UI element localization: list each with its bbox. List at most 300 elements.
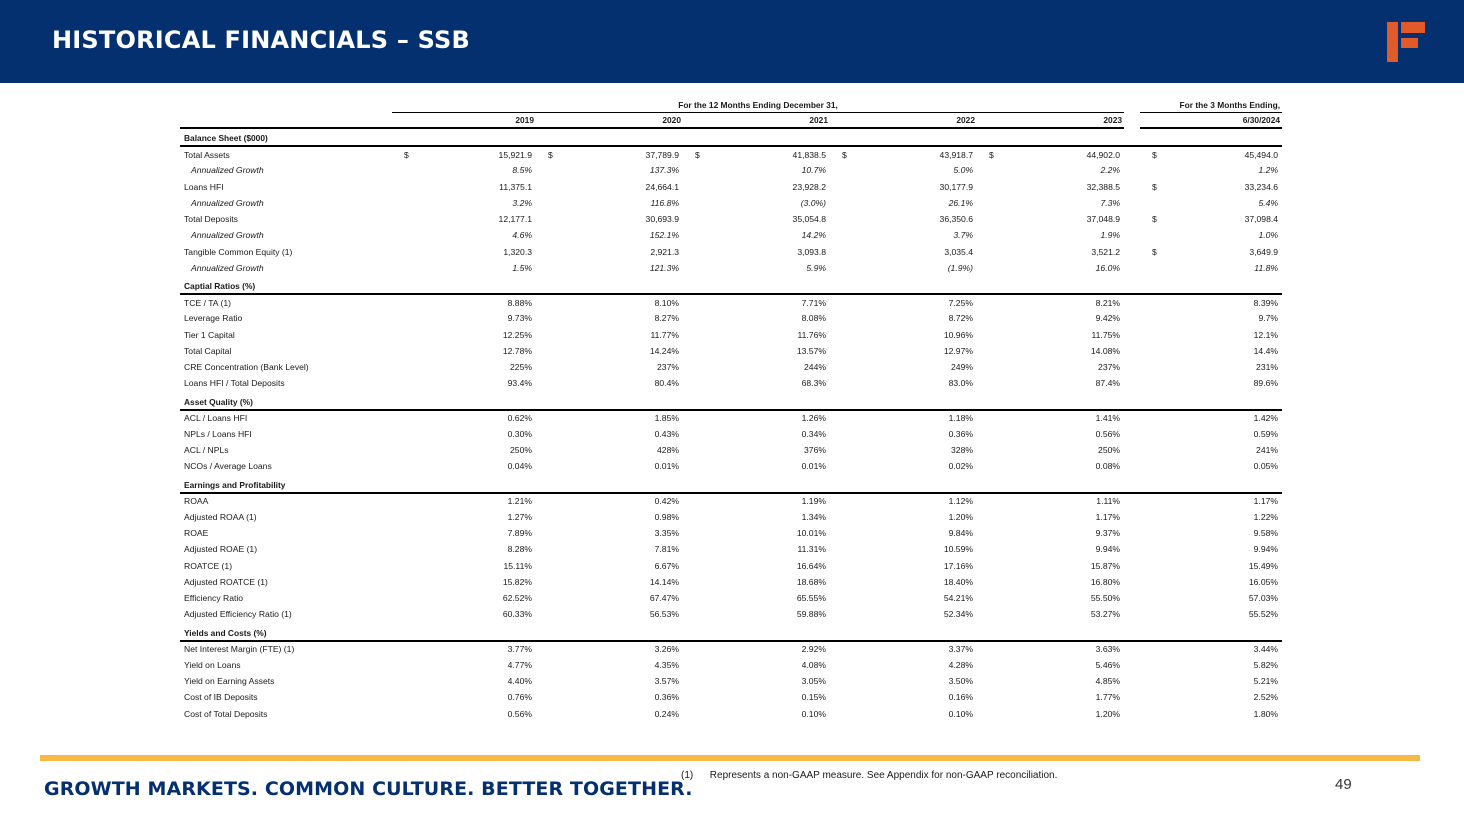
currency-symbol [977, 541, 991, 557]
currency-symbol [536, 606, 550, 622]
currency-symbol [536, 493, 550, 509]
cell-value: 24,664.1 [645, 181, 679, 192]
currency-symbol [830, 458, 844, 474]
cell-value: 9.84% [948, 528, 973, 539]
cell-value: 4.40% [507, 676, 532, 687]
currency-symbol [977, 657, 991, 673]
cell-value: (3.0%) [800, 197, 826, 208]
cell-value: 62.52% [502, 593, 532, 604]
cell-value: 1.20% [948, 511, 973, 522]
cell-value: 11.31% [797, 544, 826, 555]
table-row [180, 146, 1282, 162]
cell-value: 237% [657, 362, 679, 373]
section-title: Captial Ratios (%) [180, 276, 392, 294]
section-header-row [180, 392, 1282, 410]
cell-value: 11.77% [650, 329, 679, 340]
currency-symbol [536, 260, 550, 276]
row-label: Tier 1 Capital [184, 329, 235, 340]
currency-symbol [1140, 343, 1154, 359]
cell-value-last: 3,649.9 [1249, 246, 1279, 257]
cell-value: 65.55% [796, 593, 826, 604]
currency-symbol [536, 410, 550, 426]
cell-value: 7.89% [507, 528, 532, 539]
cell-value: 3.7% [953, 230, 973, 241]
currency-symbol [683, 641, 697, 657]
cell-value: 14.2% [801, 230, 826, 241]
cell-value-last: 9.94% [1253, 544, 1279, 555]
cell-value: 1.34% [801, 511, 826, 522]
table-row [180, 525, 1282, 541]
cell-value: 1.26% [801, 413, 826, 424]
currency-symbol [536, 375, 550, 391]
currency-symbol [830, 195, 844, 211]
cell-value: 18.68% [796, 576, 826, 587]
currency-symbol [830, 426, 844, 442]
row-label: Adjusted ROAE (1) [184, 544, 258, 555]
cell-value: 4.6% [512, 230, 532, 241]
cell-value-last: 1.2% [1258, 165, 1279, 176]
cell-value: 4.08% [801, 659, 826, 670]
currency-symbol [977, 442, 991, 458]
cell-value: 37,048.9 [1086, 214, 1121, 225]
cell-value: 60.33% [502, 609, 532, 620]
currency-symbol [977, 410, 991, 426]
table-row [180, 294, 1282, 310]
cell-value-last: 55.52% [1248, 609, 1279, 620]
row-label: NPLs / Loans HFI [184, 428, 252, 439]
row-label: Efficiency Ratio [184, 593, 244, 604]
table-row [180, 689, 1282, 705]
row-label: ACL / NPLs [184, 445, 229, 456]
cell-value: 0.08% [1095, 461, 1121, 472]
cell-value: 250% [1098, 445, 1121, 456]
cell-value: 3.57% [654, 676, 679, 687]
currency-symbol [683, 310, 697, 326]
currency-symbol [392, 657, 406, 673]
table-row [180, 410, 1282, 426]
cell-value: 4.35% [654, 659, 679, 670]
cell-value-last: 1.42% [1253, 413, 1279, 424]
row-label: Yield on Loans [184, 659, 241, 670]
currency-symbol [683, 244, 697, 260]
cell-value: 37,789.9 [645, 149, 679, 160]
currency-symbol [683, 359, 697, 375]
cell-value: 55.50% [1090, 593, 1121, 604]
currency-symbol [536, 706, 550, 722]
row-label: ROATCE (1) [184, 560, 233, 571]
table-row [180, 574, 1282, 590]
currency-symbol [830, 327, 844, 343]
cell-value-last: 11.8% [1254, 262, 1279, 273]
year-header: 2020 [550, 112, 683, 128]
currency-symbol [830, 509, 844, 525]
cell-value: 244% [804, 362, 826, 373]
cell-value: 1.27% [507, 511, 532, 522]
currency-symbol [977, 525, 991, 541]
cell-value: 376% [804, 445, 826, 456]
currency-symbol [683, 410, 697, 426]
financials-table-wrap [180, 98, 1282, 722]
cell-value: 12.97% [943, 345, 973, 356]
currency-symbol [977, 689, 991, 705]
currency-symbol [977, 375, 991, 391]
cell-value-last: 2.52% [1253, 692, 1279, 703]
cell-value: 10.01% [796, 528, 826, 539]
financials-table [180, 98, 1282, 722]
cell-value: 23,928.2 [792, 181, 826, 192]
currency-symbol [683, 375, 697, 391]
cell-value: 0.36% [654, 692, 679, 703]
table-row [180, 657, 1282, 673]
period-header-row [180, 98, 1282, 112]
currency-symbol [830, 310, 844, 326]
currency-symbol [536, 673, 550, 689]
cell-value: 328% [951, 445, 973, 456]
currency-symbol [392, 375, 406, 391]
currency-symbol [977, 590, 991, 606]
cell-value: 14.14% [649, 576, 679, 587]
section-header-row [180, 128, 1282, 146]
currency-symbol [392, 227, 406, 243]
currency-symbol [1140, 294, 1154, 310]
row-label: Total Assets [184, 149, 230, 160]
row-label: Loans HFI [184, 181, 224, 192]
cell-value: 0.56% [1095, 428, 1121, 439]
cell-value: 121.3% [649, 262, 679, 273]
currency-symbol [1140, 590, 1154, 606]
currency-symbol [536, 558, 550, 574]
currency-symbol [1140, 706, 1154, 722]
currency-symbol: $ [1152, 149, 1157, 160]
cell-value: 68.3% [801, 378, 826, 389]
footnote [681, 770, 1057, 781]
row-label: TCE / TA (1) [184, 297, 231, 308]
cell-value: 0.76% [507, 692, 532, 703]
cell-value: 5.0% [953, 165, 973, 176]
period-header-12m: For the 12 Months Ending December 31, [392, 98, 1124, 112]
currency-symbol [1140, 442, 1154, 458]
cell-value-last: 9.58% [1253, 528, 1279, 539]
currency-symbol [683, 442, 697, 458]
cell-value: 17.16% [943, 560, 973, 571]
currency-symbol [1140, 327, 1154, 343]
currency-symbol [977, 294, 991, 310]
currency-symbol [536, 162, 550, 178]
currency-symbol [536, 195, 550, 211]
cell-value: 93.4% [507, 378, 532, 389]
currency-symbol [536, 458, 550, 474]
cell-value: 59.88% [796, 609, 826, 620]
currency-symbol [977, 426, 991, 442]
cell-value: 1.21% [507, 496, 532, 507]
cell-value: 15,921.9 [498, 149, 532, 160]
currency-symbol [536, 227, 550, 243]
row-label: Total Capital [184, 345, 232, 356]
cell-value: 3.26% [654, 644, 679, 655]
cell-value: 53.27% [1090, 609, 1121, 620]
table-row [180, 375, 1282, 391]
currency-symbol [830, 227, 844, 243]
currency-symbol [830, 211, 844, 227]
currency-symbol [977, 706, 991, 722]
currency-symbol [392, 410, 406, 426]
currency-symbol [683, 227, 697, 243]
cell-value-last: 241% [1256, 445, 1279, 456]
cell-value: 2.92% [801, 644, 826, 655]
table-row [180, 541, 1282, 557]
cell-value: 0.16% [948, 692, 973, 703]
currency-symbol [392, 590, 406, 606]
cell-value: 225% [510, 362, 532, 373]
currency-symbol [1140, 162, 1154, 178]
cell-value: 8.10% [654, 297, 679, 308]
currency-symbol [683, 179, 697, 195]
currency-symbol [830, 442, 844, 458]
row-label: Net Interest Margin (FTE) (1) [184, 644, 295, 655]
cell-value: 43,918.7 [939, 149, 973, 160]
table-row [180, 211, 1282, 227]
cell-value-last: 8.39% [1253, 297, 1279, 308]
table-row [180, 244, 1282, 260]
cell-value: 0.24% [654, 708, 679, 719]
currency-symbol [977, 162, 991, 178]
currency-symbol [683, 211, 697, 227]
row-label: Tangible Common Equity (1) [184, 246, 293, 257]
currency-symbol [1140, 541, 1154, 557]
year-header: 2021 [697, 112, 830, 128]
year-header-row [180, 112, 1282, 128]
cell-value: 30,177.9 [939, 181, 973, 192]
currency-symbol [830, 558, 844, 574]
row-label: Adjusted ROATCE (1) [184, 576, 268, 587]
row-label: Total Deposits [184, 214, 238, 225]
cell-value-last: 1.17% [1253, 496, 1279, 507]
currency-symbol [536, 641, 550, 657]
currency-symbol: $ [404, 149, 409, 160]
currency-symbol [536, 294, 550, 310]
cell-value: 9.94% [1095, 544, 1121, 555]
cell-value: 10.59% [943, 544, 973, 555]
currency-symbol [977, 641, 991, 657]
cell-value: 41,838.5 [792, 149, 826, 160]
table-row [180, 673, 1282, 689]
row-label: NCOs / Average Loans [184, 461, 272, 472]
currency-symbol [392, 211, 406, 227]
currency-symbol [392, 260, 406, 276]
currency-symbol [536, 426, 550, 442]
cell-value: 0.56% [507, 708, 532, 719]
currency-symbol [392, 343, 406, 359]
currency-symbol [536, 343, 550, 359]
table-row [180, 179, 1282, 195]
currency-symbol [1140, 641, 1154, 657]
cell-value-last: 1.0% [1258, 230, 1279, 241]
cell-value: 14.08% [1090, 345, 1121, 356]
cell-value-last: 231% [1256, 362, 1279, 373]
cell-value-last: 16.05% [1248, 576, 1279, 587]
currency-symbol [1140, 509, 1154, 525]
cell-value: 428% [657, 445, 679, 456]
row-label: Annualized Growth [191, 165, 264, 176]
cell-value: 3,035.4 [944, 246, 973, 257]
cell-value: 8.27% [654, 313, 679, 324]
currency-symbol [392, 359, 406, 375]
cell-value: 16.0% [1095, 262, 1121, 273]
cell-value: 0.62% [507, 413, 532, 424]
cell-value: 12.25% [502, 329, 532, 340]
currency-symbol [977, 606, 991, 622]
cell-value: 3.05% [801, 676, 826, 687]
table-row [180, 426, 1282, 442]
year-header: 2019 [406, 112, 536, 128]
currency-symbol [977, 343, 991, 359]
currency-symbol: $ [695, 149, 700, 160]
currency-symbol [536, 590, 550, 606]
currency-symbol [683, 343, 697, 359]
currency-symbol [977, 574, 991, 590]
row-label: ROAE [184, 528, 209, 539]
cell-value: 36,350.6 [939, 214, 973, 225]
last-period-header: 6/30/2024 [1154, 112, 1282, 128]
currency-symbol [683, 541, 697, 557]
currency-symbol [536, 689, 550, 705]
cell-value: 30,693.9 [645, 214, 679, 225]
currency-symbol [683, 590, 697, 606]
row-label: Annualized Growth [191, 262, 264, 273]
currency-symbol [392, 310, 406, 326]
cell-value: 14.24% [649, 345, 679, 356]
cell-value: 152.1% [649, 230, 679, 241]
currency-symbol [1140, 426, 1154, 442]
currency-symbol [1140, 673, 1154, 689]
cell-value: 35,054.8 [792, 214, 826, 225]
cell-value: 10.7% [801, 165, 826, 176]
row-label: Annualized Growth [191, 230, 264, 241]
cell-value: 8.08% [801, 313, 826, 324]
currency-symbol [392, 673, 406, 689]
currency-symbol [1140, 689, 1154, 705]
currency-symbol [683, 327, 697, 343]
currency-symbol [536, 244, 550, 260]
cell-value-last: 12.1% [1253, 329, 1279, 340]
cell-value: 5.46% [1095, 659, 1121, 670]
cell-value-last: 45,494.0 [1244, 149, 1279, 160]
currency-symbol [536, 310, 550, 326]
cell-value: 15.82% [502, 576, 532, 587]
cell-value-last: 1.80% [1253, 708, 1279, 719]
currency-symbol [977, 359, 991, 375]
cell-value: 8.72% [948, 313, 973, 324]
row-label: CRE Concentration (Bank Level) [184, 362, 309, 373]
cell-value: 1,320.3 [503, 246, 532, 257]
cell-value-last: 1.22% [1253, 511, 1279, 522]
currency-symbol [977, 458, 991, 474]
row-label: Adjusted Efficiency Ratio (1) [184, 609, 292, 620]
cell-value: 4.28% [948, 659, 973, 670]
currency-symbol [830, 541, 844, 557]
cell-value: 0.43% [654, 428, 679, 439]
gold-divider [40, 755, 1420, 761]
cell-value: 18.40% [943, 576, 973, 587]
row-label: Loans HFI / Total Deposits [184, 378, 285, 389]
cell-value: 3.77% [507, 644, 532, 655]
currency-symbol [392, 294, 406, 310]
cell-value: 11.76% [797, 329, 826, 340]
cell-value: 1.5% [512, 262, 532, 273]
currency-symbol [392, 195, 406, 211]
table-row [180, 359, 1282, 375]
currency-symbol [536, 211, 550, 227]
currency-symbol [392, 244, 406, 260]
row-label: Cost of IB Deposits [184, 692, 258, 703]
currency-symbol [1140, 410, 1154, 426]
cell-value-last: 57.03% [1248, 593, 1279, 604]
footer-tagline: GROWTH MARKETS. COMMON CULTURE. BETTER TOGETHER. [44, 778, 693, 800]
cell-value: 1.20% [1095, 708, 1121, 719]
currency-symbol: $ [1152, 246, 1157, 257]
cell-value: 16.64% [796, 560, 826, 571]
cell-value: 0.10% [801, 708, 826, 719]
footnote-text: Represents a non-GAAP measure. See Appendix for non-GAAP reconciliation. [709, 770, 1058, 781]
cell-value: 250% [510, 445, 532, 456]
cell-value: 116.8% [650, 197, 679, 208]
cell-value: 44,902.0 [1086, 149, 1121, 160]
cell-value-last: 0.05% [1253, 461, 1279, 472]
cell-value: 87.4% [1095, 378, 1121, 389]
cell-value: 80.4% [654, 378, 679, 389]
currency-symbol [536, 179, 550, 195]
table-row [180, 493, 1282, 509]
currency-symbol [1140, 195, 1154, 211]
cell-value: 3,521.2 [1091, 246, 1121, 257]
cell-value: 54.21% [943, 593, 973, 604]
currency-symbol [683, 689, 697, 705]
section-title: Balance Sheet ($000) [180, 128, 392, 146]
currency-symbol [977, 179, 991, 195]
currency-symbol [536, 327, 550, 343]
table-row [180, 310, 1282, 326]
currency-symbol [830, 375, 844, 391]
cell-value: 11.75% [1091, 329, 1121, 340]
currency-symbol: $ [842, 149, 847, 160]
table-row [180, 458, 1282, 474]
cell-value: 16.80% [1090, 576, 1121, 587]
currency-symbol [392, 706, 406, 722]
currency-symbol [683, 493, 697, 509]
currency-symbol [830, 179, 844, 195]
cell-value-last: 15.49% [1248, 560, 1279, 571]
currency-symbol [830, 294, 844, 310]
currency-symbol [830, 606, 844, 622]
row-label: Leverage Ratio [184, 313, 243, 324]
cell-value-last: 3.44% [1253, 644, 1279, 655]
currency-symbol [683, 673, 697, 689]
currency-symbol [683, 657, 697, 673]
currency-symbol [1140, 458, 1154, 474]
cell-value-last: 5.21% [1253, 676, 1279, 687]
cell-value: 10.96% [943, 329, 973, 340]
cell-value: 1.85% [654, 413, 679, 424]
page-number: 49 [1335, 776, 1352, 793]
currency-symbol [392, 541, 406, 557]
currency-symbol [977, 558, 991, 574]
row-label: Cost of Total Deposits [184, 708, 268, 719]
cell-value: 13.57% [796, 345, 826, 356]
period-header-3m: For the 3 Months Ending, [1140, 98, 1282, 112]
section-title: Earnings and Profitability [180, 475, 392, 493]
cell-value: 249% [951, 362, 973, 373]
currency-symbol [977, 244, 991, 260]
